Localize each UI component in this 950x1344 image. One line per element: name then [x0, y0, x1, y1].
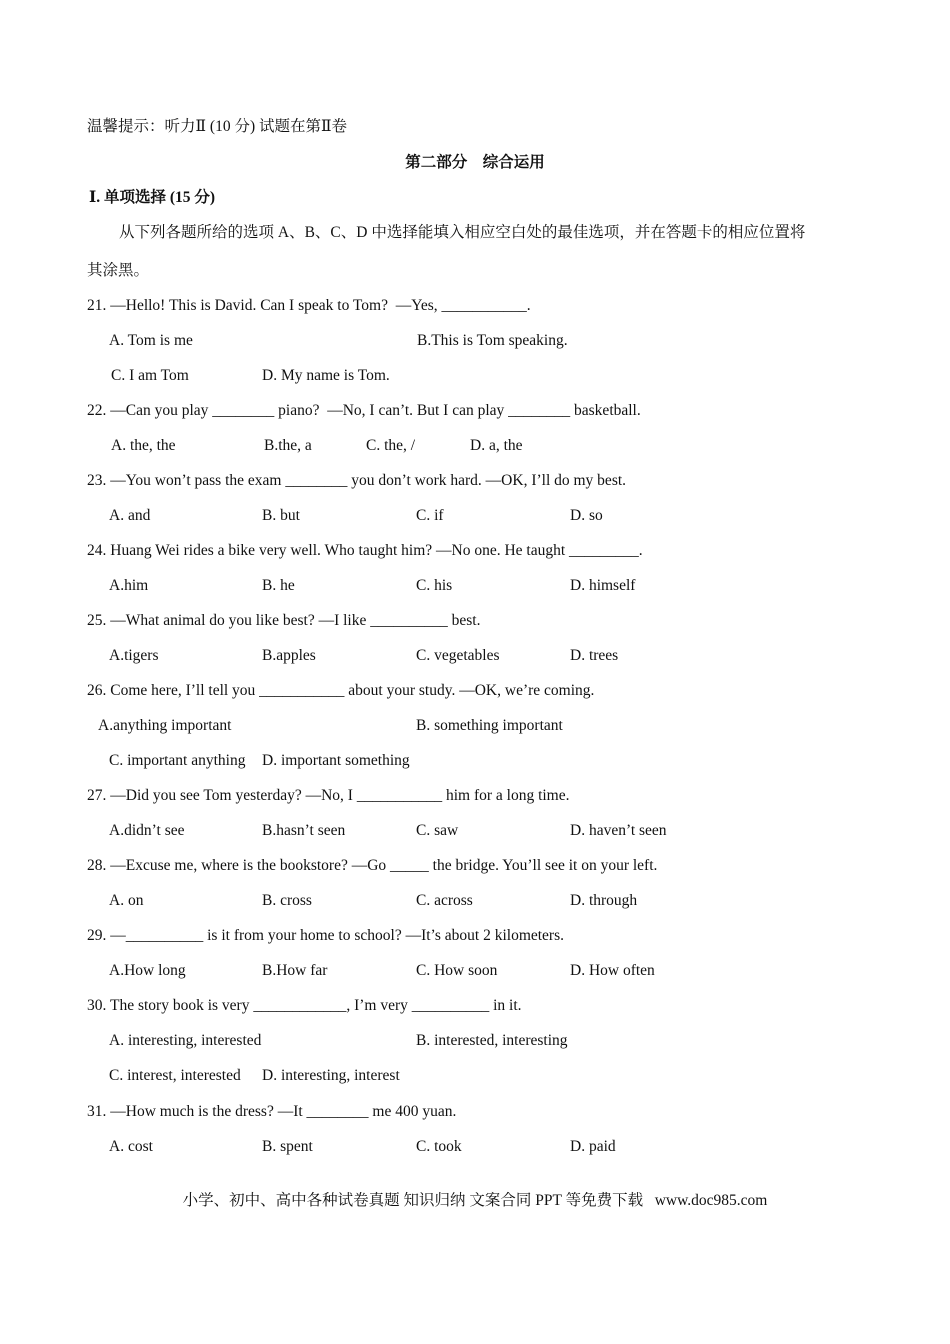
- question-21-option-b: B.This is Tom speaking.: [417, 332, 568, 349]
- section-title: 第二部分 综合运用: [405, 154, 545, 171]
- question-28-stem: 28. —Excuse me, where is the bookstore? —Go _____ the bridge. You’ll see it on your left.: [87, 857, 658, 874]
- question-23-option-d: D. so: [570, 507, 603, 524]
- question-23-option-c: C. if: [416, 507, 444, 524]
- question-28-option-a: A. on: [109, 892, 144, 909]
- question-21-option-c: C. I am Tom: [111, 367, 189, 384]
- question-26-option-d: D. important something: [262, 752, 410, 769]
- question-30-option-b: B. interested, interesting: [416, 1032, 568, 1049]
- question-22-stem: 22. —Can you play ________ piano? —No, I can’t. But I can play ________ basketball.: [87, 402, 641, 419]
- page-footer: 小学、初中、高中各种试卷真题 知识归纳 文案合同 PPT 等免费下载 www.doc985.com: [182, 1192, 768, 1209]
- question-27-option-c: C. saw: [416, 822, 459, 839]
- question-31-option-a: A. cost: [109, 1138, 153, 1155]
- question-28-option-b: B. cross: [262, 892, 312, 909]
- listening-tip: 温馨提示：听力Ⅱ (10 分) 试题在第Ⅱ卷: [87, 118, 348, 135]
- question-26-stem: 26. Come here, I’ll tell you ___________ about your study. —OK, we’re coming.: [87, 682, 595, 699]
- question-28-option-c: C. across: [416, 892, 473, 909]
- question-29-option-a: A.How long: [109, 962, 186, 979]
- question-24-option-a: A.him: [109, 577, 149, 594]
- question-27-option-a: A.didn’t see: [109, 822, 185, 839]
- question-24-option-c: C. his: [416, 577, 453, 594]
- question-23-option-b: B. but: [262, 507, 300, 524]
- question-29-option-d: D. How often: [570, 962, 655, 979]
- question-31-option-d: D. paid: [570, 1138, 616, 1155]
- question-30-option-d: D. interesting, interest: [262, 1067, 400, 1084]
- question-23-stem: 23. —You won’t pass the exam ________ you don’t work hard. —OK, I’ll do my best.: [87, 472, 627, 489]
- question-26-option-a: A.anything important: [98, 717, 232, 734]
- question-26-option-b: B. something important: [416, 717, 563, 734]
- instructions-line-1: 从下列各题所给的选项 A、B、C、D 中选择能填入相应空白处的最佳选项，并在答题卡的相应位置将: [119, 224, 806, 241]
- question-30-stem: 30. The story book is very ____________, I’m very __________ in it.: [87, 997, 522, 1014]
- question-25-option-a: A.tigers: [109, 647, 159, 664]
- part-heading: Ⅰ. 单项选择 (15 分): [89, 189, 216, 206]
- question-26-option-c: C. important anything: [109, 752, 246, 769]
- question-27-option-d: D. haven’t seen: [570, 822, 667, 839]
- question-31-option-b: B. spent: [262, 1138, 313, 1155]
- question-25-option-c: C. vegetables: [416, 647, 500, 664]
- question-30-option-c: C. interest, interested: [109, 1067, 241, 1084]
- question-21-option-a: A. Tom is me: [109, 332, 193, 349]
- question-29-option-c: C. How soon: [416, 962, 498, 979]
- question-25-option-d: D. trees: [570, 647, 619, 664]
- question-31-stem: 31. —How much is the dress? —It ________ me 400 yuan.: [87, 1103, 457, 1120]
- question-28-option-d: D. through: [570, 892, 638, 909]
- question-29-option-b: B.How far: [262, 962, 328, 979]
- question-31-option-c: C. took: [416, 1138, 462, 1155]
- question-24-option-d: D. himself: [570, 577, 636, 594]
- question-22-option-c: C. the, /: [366, 437, 416, 454]
- question-27-stem: 27. —Did you see Tom yesterday? —No, I ___________ him for a long time.: [87, 787, 570, 804]
- question-30-option-a: A. interesting, interested: [109, 1032, 262, 1049]
- question-22-option-b: B.the, a: [264, 437, 312, 454]
- question-23-option-a: A. and: [109, 507, 151, 524]
- question-24-option-b: B. he: [262, 577, 295, 594]
- question-25-stem: 25. —What animal do you like best? —I like __________ best.: [87, 612, 481, 629]
- question-24-stem: 24. Huang Wei rides a bike very well. Who taught him? —No one. He taught _________.: [87, 542, 643, 559]
- instructions-line-2: 其涂黑。: [87, 262, 150, 279]
- question-22-option-a: A. the, the: [111, 437, 176, 454]
- question-29-stem: 29. —__________ is it from your home to school? —It’s about 2 kilometers.: [87, 927, 565, 944]
- question-21-stem: 21. —Hello! This is David. Can I speak to Tom? —Yes, ___________.: [87, 297, 531, 314]
- question-27-option-b: B.hasn’t seen: [262, 822, 346, 839]
- question-22-option-d: D. a, the: [470, 437, 523, 454]
- question-21-option-d: D. My name is Tom.: [262, 367, 390, 384]
- question-25-option-b: B.apples: [262, 647, 316, 664]
